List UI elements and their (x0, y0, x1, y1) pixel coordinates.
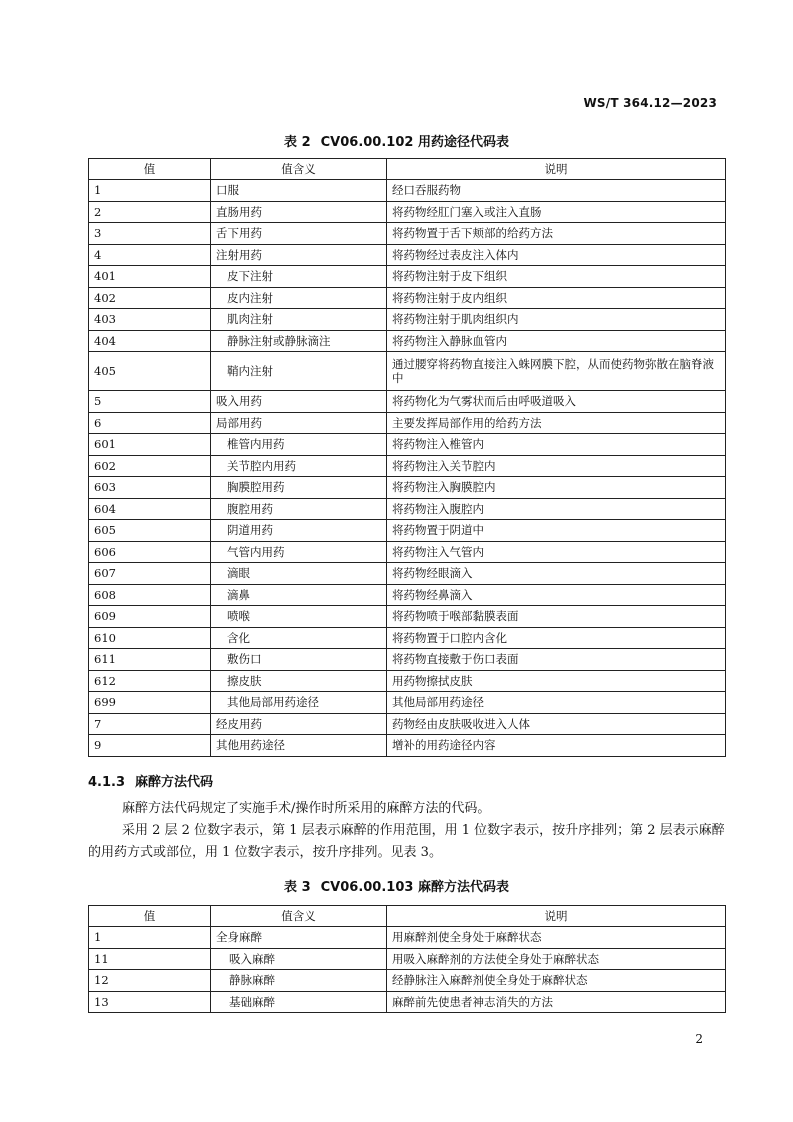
table-row (89, 649, 726, 671)
value-cell: 608 (89, 584, 211, 606)
table-row (89, 991, 726, 1013)
value-cell: 3 (89, 223, 211, 245)
table-row (89, 627, 726, 649)
paragraph-2: 采用 2 层 2 位数字表示，第 1 层表示麻醉的作用范围，用 1 位数字表示，按升序排列；第 2 层表示麻醉的用药方式或部位，用 1 位数字表示，按升序排列。见表 3。 (88, 823, 725, 860)
value-cell: 611 (89, 649, 211, 671)
table-row (89, 735, 726, 757)
table-row (89, 412, 726, 434)
meaning-cell: 鞘内注射 (211, 352, 387, 391)
meaning-cell: 滴鼻 (211, 584, 387, 606)
column-header-description: 说明 (387, 159, 726, 180)
meaning-cell: 基础麻醉 (211, 991, 387, 1013)
meaning-cell: 敷伤口 (211, 649, 387, 671)
value-cell: 601 (89, 434, 211, 456)
meaning-cell: 皮内注射 (211, 287, 387, 309)
value-cell: 1 (89, 927, 211, 949)
value-cell: 4 (89, 244, 211, 266)
value-cell: 605 (89, 520, 211, 542)
description-cell: 其他局部用药途径 (387, 692, 726, 714)
meaning-cell: 皮下注射 (211, 266, 387, 288)
column-header-meaning: 值含义 (211, 159, 387, 180)
table-row (89, 391, 726, 413)
description-cell: 增补的用药途径内容 (387, 735, 726, 757)
value-cell: 603 (89, 477, 211, 499)
meaning-cell: 直肠用药 (211, 201, 387, 223)
description-cell: 用吸入麻醉剂的方法使全身处于麻醉状态 (387, 948, 726, 970)
meaning-cell: 气管内用药 (211, 541, 387, 563)
description-cell: 通过腰穿将药物直接注入蛛网膜下腔，从而使药物弥散在脑脊液中 (387, 352, 726, 391)
paragraph-1: 麻醉方法代码规定了实施手术/操作时所采用的麻醉方法的代码。 (122, 801, 491, 816)
table3-caption-number: 表 3 (284, 880, 311, 895)
value-cell: 2 (89, 201, 211, 223)
description-cell: 将药物注射于皮下组织 (387, 266, 726, 288)
value-cell: 6 (89, 412, 211, 434)
table-row (89, 670, 726, 692)
description-cell: 将药物喷于喉部黏膜表面 (387, 606, 726, 628)
table-header-row (89, 906, 726, 927)
table-row (89, 266, 726, 288)
description-cell: 将药物化为气雾状而后由呼吸道吸入 (387, 391, 726, 413)
meaning-cell: 吸入用药 (211, 391, 387, 413)
value-cell: 604 (89, 498, 211, 520)
value-cell: 13 (89, 991, 211, 1013)
value-cell: 607 (89, 563, 211, 585)
meaning-cell: 局部用药 (211, 412, 387, 434)
table-row (89, 180, 726, 202)
table-row (89, 287, 726, 309)
section-number: 4.1.3 (88, 775, 126, 790)
value-cell: 609 (89, 606, 211, 628)
description-cell: 药物经由皮肤吸收进入人体 (387, 713, 726, 735)
table-row (89, 455, 726, 477)
column-header-description: 说明 (387, 906, 726, 927)
value-cell: 606 (89, 541, 211, 563)
meaning-cell: 滴眼 (211, 563, 387, 585)
description-cell: 将药物经鼻滴入 (387, 584, 726, 606)
description-cell: 将药物注射于皮内组织 (387, 287, 726, 309)
value-cell: 1 (89, 180, 211, 202)
value-cell: 699 (89, 692, 211, 714)
column-header-value: 值 (89, 159, 211, 180)
meaning-cell: 其他用药途径 (211, 735, 387, 757)
table-row (89, 520, 726, 542)
meaning-cell: 腹腔用药 (211, 498, 387, 520)
table3-caption-title: CV06.00.103 麻醉方法代码表 (320, 880, 509, 895)
meaning-cell: 舌下用药 (211, 223, 387, 245)
meaning-cell: 口服 (211, 180, 387, 202)
description-cell: 将药物置于舌下颊部的给药方法 (387, 223, 726, 245)
meaning-cell: 静脉注射或静脉滴注 (211, 330, 387, 352)
table-row (89, 713, 726, 735)
table-row (89, 606, 726, 628)
description-cell: 将药物经肛门塞入或注入直肠 (387, 201, 726, 223)
standard-number: WS/T 364.12—2023 (583, 96, 717, 110)
table2-caption-title: CV06.00.102 用药途径代码表 (320, 135, 509, 150)
description-cell: 将药物注入腹腔内 (387, 498, 726, 520)
column-header-meaning: 值含义 (211, 906, 387, 927)
description-cell: 用麻醉剂使全身处于麻醉状态 (387, 927, 726, 949)
section-title: 麻醉方法代码 (135, 775, 214, 790)
description-cell: 麻醉前先使患者神志消失的方法 (387, 991, 726, 1013)
value-cell: 9 (89, 735, 211, 757)
value-cell: 602 (89, 455, 211, 477)
table3-caption (0, 876, 793, 895)
meaning-cell: 含化 (211, 627, 387, 649)
value-cell: 610 (89, 627, 211, 649)
description-cell: 将药物注入静脉血管内 (387, 330, 726, 352)
description-cell: 将药物直接敷于伤口表面 (387, 649, 726, 671)
table-row (89, 434, 726, 456)
table-row (89, 584, 726, 606)
table-row (89, 563, 726, 585)
description-cell: 将药物置于阴道中 (387, 520, 726, 542)
table-row (89, 477, 726, 499)
table-row (89, 948, 726, 970)
anesthesia-method-table (88, 905, 726, 1013)
table-row (89, 498, 726, 520)
table2-caption-number: 表 2 (284, 135, 311, 150)
route-of-administration-table (88, 158, 726, 757)
table2-caption (0, 131, 793, 150)
table-row (89, 970, 726, 992)
table-header-row (89, 159, 726, 180)
meaning-cell: 擦皮肤 (211, 670, 387, 692)
meaning-cell: 其他局部用药途径 (211, 692, 387, 714)
value-cell: 402 (89, 287, 211, 309)
meaning-cell: 全身麻醉 (211, 927, 387, 949)
meaning-cell: 椎管内用药 (211, 434, 387, 456)
page-number: 2 (695, 1032, 703, 1046)
description-cell: 将药物注入关节腔内 (387, 455, 726, 477)
value-cell: 403 (89, 309, 211, 331)
value-cell: 612 (89, 670, 211, 692)
value-cell: 7 (89, 713, 211, 735)
value-cell: 12 (89, 970, 211, 992)
meaning-cell: 阴道用药 (211, 520, 387, 542)
meaning-cell: 关节腔内用药 (211, 455, 387, 477)
description-cell: 主要发挥局部作用的给药方法 (387, 412, 726, 434)
meaning-cell: 经皮用药 (211, 713, 387, 735)
table-row (89, 309, 726, 331)
description-cell: 将药物经眼滴入 (387, 563, 726, 585)
value-cell: 5 (89, 391, 211, 413)
description-cell: 将药物经过表皮注入体内 (387, 244, 726, 266)
description-cell: 将药物置于口腔内含化 (387, 627, 726, 649)
description-cell: 将药物注射于肌肉组织内 (387, 309, 726, 331)
table-row (89, 201, 726, 223)
description-cell: 用药物擦拭皮肤 (387, 670, 726, 692)
value-cell: 404 (89, 330, 211, 352)
description-cell: 将药物注入椎管内 (387, 434, 726, 456)
meaning-cell: 胸膜腔用药 (211, 477, 387, 499)
table-row (89, 352, 726, 391)
description-cell: 经口吞服药物 (387, 180, 726, 202)
table-row (89, 330, 726, 352)
meaning-cell: 注射用药 (211, 244, 387, 266)
meaning-cell: 静脉麻醉 (211, 970, 387, 992)
value-cell: 405 (89, 352, 211, 391)
description-cell: 将药物注入气管内 (387, 541, 726, 563)
table-row (89, 927, 726, 949)
section-heading (88, 771, 213, 790)
meaning-cell: 喷喉 (211, 606, 387, 628)
table-row (89, 692, 726, 714)
table-row (89, 244, 726, 266)
column-header-value: 值 (89, 906, 211, 927)
description-cell: 经静脉注入麻醉剂使全身处于麻醉状态 (387, 970, 726, 992)
value-cell: 401 (89, 266, 211, 288)
description-cell: 将药物注入胸膜腔内 (387, 477, 726, 499)
meaning-cell: 肌肉注射 (211, 309, 387, 331)
value-cell: 11 (89, 948, 211, 970)
meaning-cell: 吸入麻醉 (211, 948, 387, 970)
table-row (89, 541, 726, 563)
table-row (89, 223, 726, 245)
